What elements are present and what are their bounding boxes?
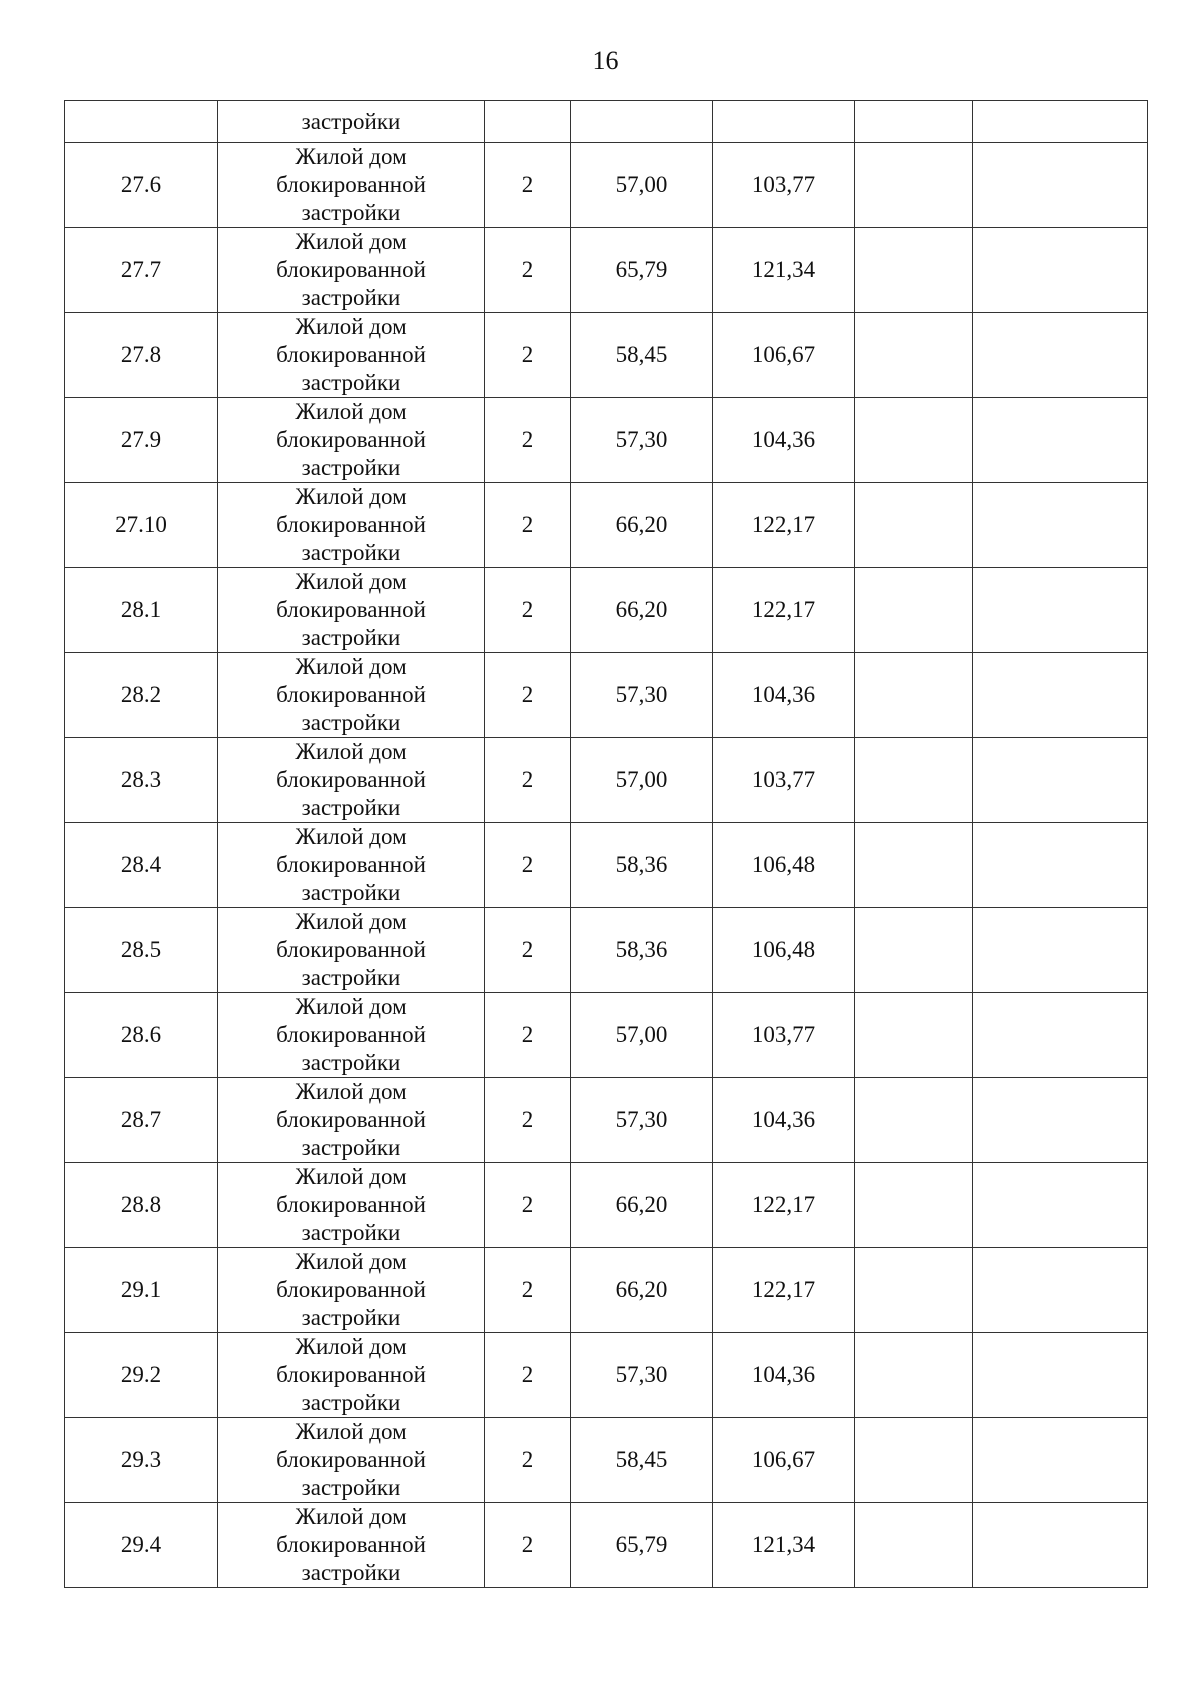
cell-description xyxy=(218,653,485,738)
description-line: блокированной xyxy=(276,597,426,622)
description-line: блокированной xyxy=(276,427,426,452)
cell-id: 28.8 xyxy=(65,1163,218,1248)
description-line: Жилой дом xyxy=(295,144,407,169)
cell-empty-2 xyxy=(973,1248,1148,1333)
description-line: блокированной xyxy=(276,767,426,792)
cell-description xyxy=(218,568,485,653)
cell-description xyxy=(218,823,485,908)
cell-description xyxy=(218,483,485,568)
description-line: застройки xyxy=(301,965,401,990)
cell-floors: 2 xyxy=(485,568,571,653)
table-row xyxy=(65,823,1148,908)
cell-area-2: 106,67 xyxy=(713,1418,855,1503)
cell-id: 28.2 xyxy=(65,653,218,738)
description-line: блокированной xyxy=(276,1532,426,1557)
description-line: блокированной xyxy=(276,1192,426,1217)
description-line: Жилой дом xyxy=(295,314,407,339)
continuation-row xyxy=(65,101,1148,143)
cell-empty-1 xyxy=(855,1163,973,1248)
cell-area-2: 104,36 xyxy=(713,1078,855,1163)
cell-floors: 2 xyxy=(485,398,571,483)
cell-empty-1 xyxy=(855,398,973,483)
description-line: застройки xyxy=(301,1135,401,1160)
cell-empty-1 xyxy=(855,993,973,1078)
description-line: Жилой дом xyxy=(295,1504,407,1529)
table-row xyxy=(65,568,1148,653)
cell-floors: 2 xyxy=(485,1418,571,1503)
description-line: застройки xyxy=(301,1390,401,1415)
cell-empty-2 xyxy=(973,653,1148,738)
cell-empty-1 xyxy=(855,908,973,993)
cell-area-1: 66,20 xyxy=(571,1248,713,1333)
description-line: Жилой дом xyxy=(295,654,407,679)
cell-empty-1 xyxy=(855,568,973,653)
cell-area-2: 104,36 xyxy=(713,653,855,738)
table-row xyxy=(65,653,1148,738)
cell-empty-1 xyxy=(855,823,973,908)
description-line: блокированной xyxy=(276,512,426,537)
cell-id: 29.3 xyxy=(65,1418,218,1503)
description-line: застройки xyxy=(301,795,401,820)
table-row xyxy=(65,993,1148,1078)
cell-empty-2 xyxy=(973,823,1148,908)
table-row xyxy=(65,1418,1148,1503)
cell-floors: 2 xyxy=(485,1503,571,1588)
cell-id: 29.4 xyxy=(65,1503,218,1588)
cell-area-1: 66,20 xyxy=(571,568,713,653)
cell-id: 28.7 xyxy=(65,1078,218,1163)
table-row xyxy=(65,1078,1148,1163)
description-line: Жилой дом xyxy=(295,229,407,254)
table-row xyxy=(65,1248,1148,1333)
cell-id: 29.1 xyxy=(65,1248,218,1333)
cell-empty-1 xyxy=(855,1503,973,1588)
table-row xyxy=(65,738,1148,823)
cell-empty-2 xyxy=(973,568,1148,653)
cell-area-1: 57,00 xyxy=(571,738,713,823)
cell-area-1: 58,36 xyxy=(571,908,713,993)
cell-empty-1 xyxy=(855,483,973,568)
cell-floors: 2 xyxy=(485,228,571,313)
cell-floors: 2 xyxy=(485,738,571,823)
cell-area-2: 106,67 xyxy=(713,313,855,398)
cell-description xyxy=(218,143,485,228)
cell-area-2: 122,17 xyxy=(713,1248,855,1333)
description-line: блокированной xyxy=(276,1022,426,1047)
cell-area-1 xyxy=(571,101,713,143)
table-row xyxy=(65,1333,1148,1418)
cell-floors: 2 xyxy=(485,823,571,908)
description-line: блокированной xyxy=(276,257,426,282)
cell-floors: 2 xyxy=(485,908,571,993)
cell-description xyxy=(218,228,485,313)
cell-area-1: 58,36 xyxy=(571,823,713,908)
cell-area-2: 122,17 xyxy=(713,483,855,568)
cell-id: 28.6 xyxy=(65,993,218,1078)
cell-floors: 2 xyxy=(485,483,571,568)
cell-area-2: 103,77 xyxy=(713,993,855,1078)
cell-empty-1 xyxy=(855,738,973,823)
description-line: застройки xyxy=(301,455,401,480)
description-line: застройки xyxy=(301,625,401,650)
cell-description xyxy=(218,908,485,993)
description-line: Жилой дом xyxy=(295,909,407,934)
description-line: застройки xyxy=(301,1475,401,1500)
description-line: блокированной xyxy=(276,342,426,367)
cell-id xyxy=(65,101,218,143)
description-line: блокированной xyxy=(276,937,426,962)
table-row xyxy=(65,143,1148,228)
cell-area-1: 65,79 xyxy=(571,1503,713,1588)
cell-empty-2 xyxy=(973,738,1148,823)
cell-empty-1 xyxy=(855,228,973,313)
cell-description xyxy=(218,398,485,483)
description-line: Жилой дом xyxy=(295,484,407,509)
description-line: застройки xyxy=(301,880,401,905)
table-row xyxy=(65,1503,1148,1588)
cell-area-2: 122,17 xyxy=(713,1163,855,1248)
cell-area-1: 66,20 xyxy=(571,483,713,568)
description-line: застройки xyxy=(301,285,401,310)
cell-description xyxy=(218,1078,485,1163)
cell-id: 29.2 xyxy=(65,1333,218,1418)
cell-area-2: 103,77 xyxy=(713,738,855,823)
cell-area-2: 104,36 xyxy=(713,1333,855,1418)
cell-floors: 2 xyxy=(485,1248,571,1333)
cell-empty-2 xyxy=(973,483,1148,568)
cell-floors: 2 xyxy=(485,143,571,228)
cell-floors: 2 xyxy=(485,1078,571,1163)
description-line: блокированной xyxy=(276,1447,426,1472)
description-line: застройки xyxy=(301,1220,401,1245)
cell-area-2: 121,34 xyxy=(713,228,855,313)
cell-area-1: 58,45 xyxy=(571,313,713,398)
description-line: блокированной xyxy=(276,682,426,707)
description-line: застройки xyxy=(301,1305,401,1330)
cell-description xyxy=(218,313,485,398)
cell-empty-2 xyxy=(973,143,1148,228)
description-line: Жилой дом xyxy=(295,1164,407,1189)
cell-id: 28.4 xyxy=(65,823,218,908)
cell-area-1: 57,00 xyxy=(571,993,713,1078)
building-table xyxy=(64,100,1148,1588)
cell-description: застройки xyxy=(218,101,485,143)
cell-description xyxy=(218,993,485,1078)
description-line: блокированной xyxy=(276,852,426,877)
cell-empty-2 xyxy=(973,993,1148,1078)
description-line: Жилой дом xyxy=(295,994,407,1019)
cell-empty-2 xyxy=(973,908,1148,993)
table-row xyxy=(65,483,1148,568)
description-line: застройки xyxy=(301,540,401,565)
description-line: Жилой дом xyxy=(295,1334,407,1359)
cell-floors: 2 xyxy=(485,1333,571,1418)
cell-empty-1 xyxy=(855,101,973,143)
cell-floors: 2 xyxy=(485,653,571,738)
cell-empty-1 xyxy=(855,313,973,398)
cell-floors: 2 xyxy=(485,313,571,398)
description-line: блокированной xyxy=(276,1277,426,1302)
cell-id: 28.1 xyxy=(65,568,218,653)
cell-area-1: 57,00 xyxy=(571,143,713,228)
cell-area-2: 122,17 xyxy=(713,568,855,653)
description-line: застройки xyxy=(301,1560,401,1585)
cell-area-1: 66,20 xyxy=(571,1163,713,1248)
table-row xyxy=(65,908,1148,993)
cell-empty-1 xyxy=(855,1078,973,1163)
cell-area-2: 103,77 xyxy=(713,143,855,228)
description-line: блокированной xyxy=(276,1362,426,1387)
cell-empty-2 xyxy=(973,1418,1148,1503)
cell-description xyxy=(218,738,485,823)
cell-description xyxy=(218,1503,485,1588)
cell-area-2: 106,48 xyxy=(713,908,855,993)
cell-empty-1 xyxy=(855,653,973,738)
table-row xyxy=(65,398,1148,483)
cell-area-1: 65,79 xyxy=(571,228,713,313)
cell-area-1: 57,30 xyxy=(571,398,713,483)
description-line: Жилой дом xyxy=(295,1419,407,1444)
cell-empty-1 xyxy=(855,1333,973,1418)
cell-empty-2 xyxy=(973,1503,1148,1588)
cell-id: 28.5 xyxy=(65,908,218,993)
cell-area-2 xyxy=(713,101,855,143)
cell-empty-2 xyxy=(973,398,1148,483)
description-line: Жилой дом xyxy=(295,569,407,594)
description-line: застройки xyxy=(301,710,401,735)
table-row xyxy=(65,228,1148,313)
cell-area-1: 57,30 xyxy=(571,653,713,738)
cell-empty-2 xyxy=(973,228,1148,313)
cell-id: 27.6 xyxy=(65,143,218,228)
cell-id: 27.7 xyxy=(65,228,218,313)
description-line: Жилой дом xyxy=(295,399,407,424)
cell-empty-1 xyxy=(855,143,973,228)
cell-id: 27.9 xyxy=(65,398,218,483)
description-line: Жилой дом xyxy=(295,1249,407,1274)
cell-description xyxy=(218,1248,485,1333)
table-row xyxy=(65,1163,1148,1248)
cell-empty-1 xyxy=(855,1418,973,1503)
cell-description xyxy=(218,1418,485,1503)
cell-id: 27.8 xyxy=(65,313,218,398)
cell-area-2: 106,48 xyxy=(713,823,855,908)
cell-empty-2 xyxy=(973,1333,1148,1418)
description-line: Жилой дом xyxy=(295,1079,407,1104)
cell-description xyxy=(218,1163,485,1248)
cell-id: 28.3 xyxy=(65,738,218,823)
description-line: застройки xyxy=(301,1050,401,1075)
cell-area-1: 57,30 xyxy=(571,1078,713,1163)
description-line: Жилой дом xyxy=(295,824,407,849)
cell-empty-1 xyxy=(855,1248,973,1333)
table-row xyxy=(65,313,1148,398)
cell-floors xyxy=(485,101,571,143)
description-line: блокированной xyxy=(276,1107,426,1132)
cell-id: 27.10 xyxy=(65,483,218,568)
cell-area-2: 104,36 xyxy=(713,398,855,483)
cell-floors: 2 xyxy=(485,993,571,1078)
description-line: застройки xyxy=(301,370,401,395)
table-body xyxy=(65,101,1148,1588)
description-line: блокированной xyxy=(276,172,426,197)
cell-empty-2 xyxy=(973,1163,1148,1248)
description-line: Жилой дом xyxy=(295,739,407,764)
description-line: застройки xyxy=(301,200,401,225)
cell-area-1: 58,45 xyxy=(571,1418,713,1503)
cell-empty-2 xyxy=(973,101,1148,143)
cell-empty-2 xyxy=(973,313,1148,398)
cell-empty-2 xyxy=(973,1078,1148,1163)
page-number: 16 xyxy=(592,46,619,75)
cell-area-2: 121,34 xyxy=(713,1503,855,1588)
cell-description xyxy=(218,1333,485,1418)
cell-floors: 2 xyxy=(485,1163,571,1248)
cell-area-1: 57,30 xyxy=(571,1333,713,1418)
